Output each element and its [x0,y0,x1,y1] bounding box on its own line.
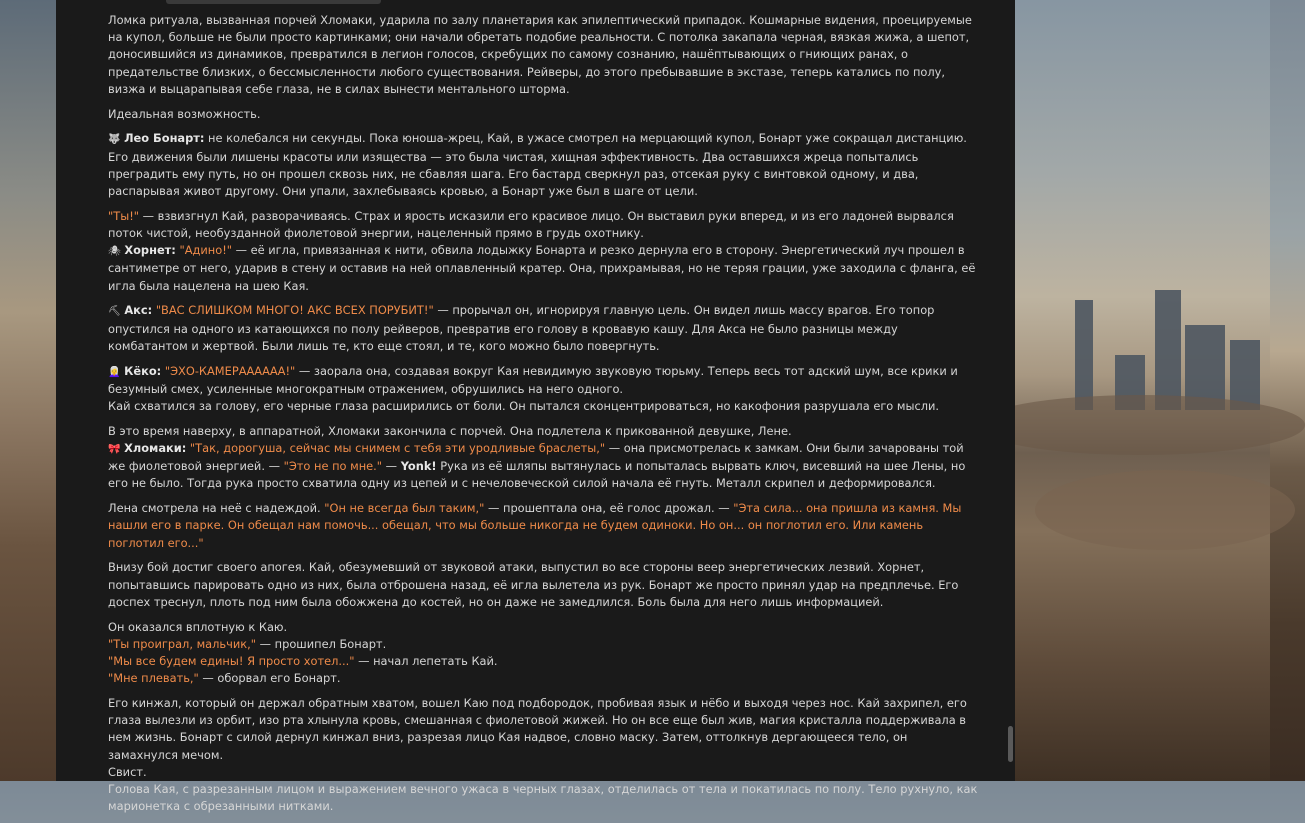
paragraph: "Ты!" — взвизгнул Кай, разворачиваясь. Страх и ярость исказили его красивое лицо. Он выставил руки вперед, и из его ладоней вырвался поток чистой, необузданной фиолетовой энергии, нацеленный прямо в грудь охотнику. 🕷 Хорнет: "Адино!" — её игла, привязанная к нити, обвила лодыжку Бонарта и резко дернула его в сторону. Энергетический луч прошел в сантиметре от него, ударив в стену и оставив на ней оплавленный кратер. Она, прихрамывая, но не теряя грации, уже заходила с фланга, её игла была нацелена на шею Кая. [108,208,976,293]
story-text [108,12,978,823]
woman-icon: 👩‍🦳 [108,366,121,378]
spider-icon: 🕷 [108,246,121,258]
paragraph: ⛏ Акс: "ВАС СЛИШКОМ МНОГО! АКС ВСЕХ ПОРУБИТ!" — прорычал он, игнорируя главную цель. Он видел лишь массу врагов. Его топор опустился на одного из катающихся по полу рейверов, превратив его голову в кровавую кашу. Для Акса не было разницы между комбатантом и жертвой. Были лишь те, кто еще стоял, и те, кого можно было повергнуть. [108,303,935,353]
story-panel [56,0,1015,814]
dialogue: "Это не по мне." [283,459,383,474]
dialogue: "Эта сила... она пришла из камня. Мы нашли его в парке. Он обещал нам помочь... обещал, что мы больше никогда не будем одиноки. Но он... он поглотил его. Или камень поглотил его..." [108,501,962,550]
background-right [1015,0,1270,781]
paragraph: В это время наверху, в аппаратной, Хломаки закончила с порчей. Она подлетела к прикованной девушке, Лене. 🎀 Хломаки: "Так, дорогуша, сейчас мы снимем с тебя эти уродливые браслеты," — она присмотрелась к замкам. Они были зачарованы той же фиолетовой энергией. — "Это не по мне." — Yonk! Рука из её шляпы вытянулась и попыталась вырвать ключ, висевший на шее Лены, но его не было. Тогда рука просто схватила одну из цепей и с нечеловеческой силой начала её гнуть. Металл скрипел и деформировался. [108,423,966,491]
paragraph: Ломка ритуала, вызванная порчей Хломаки, ударила по залу планетария как эпилептический припадок. Кошмарные видения, проецируемые на купол, больше не были просто картинками; они начали обретать подобие реальности. С потолка закапала черная, вязкая жижа, а шепот, доносившийся из динамиков, превратился в легион голосов, скребущих по самому сознанию, нашёптывающих о гниющих ранах, о предательстве близких, о бессмысленности любого существования. Рейверы, до этого пребывавшие в экстазе, теперь катались по полу, визжа и выцарапывая себе глаза, не в силах вынести ментального шторма. [108,13,972,96]
scrollbar[interactable] [1007,0,1015,781]
background-left [0,0,56,781]
paragraph: Он оказался вплотную к Каю. "Ты проиграл, мальчик," — прошипел Бонарт. "Мы все будем едины! Я просто хотел..." — начал лепетать Кай. "Мне плевать," — оборвал его Бонарт. [108,619,498,686]
paragraph: Внизу бой достиг своего апогея. Кай, обезумевший от звуковой атаки, выпустил во все стороны веер энергетических лезвий. Хорнет, попытавшись парировать одно из них, была отброшена назад, её игла вылетела из рук. Бонарт же просто принял удар на предплечье. Его доспех треснул, плоть под ним была обожжена до костей, но он даже не замедлился. Боль была для него лишь информацией. [108,560,959,609]
dialogue: "ЭХО-КАМЕРАААААА!" [164,363,296,378]
character-name: Кёко: [124,363,162,378]
dialogue: "Мы все будем едины! Я просто хотел..." [108,654,355,669]
wolf-icon: 🐺 [108,134,121,146]
character-name: Хломаки: [124,441,187,456]
dialogue: "Мне плевать," [108,671,199,686]
paragraph: Идеальная возможность. [108,106,261,121]
dialogue: "Адино!" [179,243,233,258]
dialogue: "Так, дорогуша, сейчас мы снимем с тебя эти уродливые браслеты," [189,441,606,456]
ribbon-icon: 🎀 [108,444,121,456]
paragraph: 🐺 Лео Бонарт: не колебался ни секунды. Пока юноша-жрец, Кай, в ужасе смотрел на мерцающий купол, Бонарт уже сокращал дистанцию. Его движения были лишены красоты или изящества — это была чистая, хищная эффективность. Два оставшихся жреца попытались преградить ему путь, но он прошел сквозь них, не сбавляя шага. Его бастард сверкнул раз, отсекая руку с винтовкой одному, и два, распарывая живот другому. Они упали, захлебываясь кровью, а Бонарт уже был в шаге от цели. [108,131,967,199]
character-name: Лео Бонарт: [124,131,205,146]
dialogue: "Он не всегда был таким," [324,501,485,516]
scrollbar-thumb[interactable] [1008,726,1013,762]
paragraph: Лена смотрела на неё с надеждой. "Он не всегда был таким," — прошептала она, её голос дрожал. — "Эта сила... она пришла из камня. Мы нашли его в парке. Он обещал нам помочь... обещал, что мы больше никогда не будем одиноки. Но он... он поглотил его. Или камень поглотил его..." [108,501,962,550]
dialogue: "Ты!" [108,208,139,223]
dialogue: "Ты проиграл, мальчик," [108,636,257,651]
panel-header-bar [166,0,381,4]
pickaxe-icon: ⛏ [108,306,121,318]
dialogue: "ВАС СЛИШКОМ МНОГО! АКС ВСЕХ ПОРУБИТ!" [155,303,434,318]
paragraph: Его кинжал, который он держал обратным хватом, вошел Каю под подбородок, пробивая язык и нёбо и выходя через нос. Кай захрипел, его глаза вылезли из орбит, изо рта хлынула кровь, смешанная с фиолетовой жижей. Но он все еще был жив, магия кристалла поддерживала в нем жизнь. Бонарт с силой дернул кинжал вниз, разрезая лицо Кая надвое, словно маску. Затем, оттолкнув дергающееся тело, он замахнулся мечом. Свист. Голова Кая, с разрезанным лицом и выражением вечного ужаса в черных глазах, отделилась от тела и покатилась по полу. Тело рухнуло, как марионетка с обрезанными нитками. [108,696,978,814]
paragraph: 👩‍🦳 Кёко: "ЭХО-КАМЕРАААААА!" — заорала она, создавая вокруг Кая невидимую звуковую тюрьму. Теперь весь тот адский шум, все крики и безумный смех, усиленные многократным отражением, обрушились на него одного. Кай схватился за голову, его черные глаза расширились от боли. Он пытался сконцентрироваться, но какофония разрушала его мысли. [108,363,958,414]
character-name: Хорнет: [124,243,176,258]
character-name: Акс: [124,303,153,318]
